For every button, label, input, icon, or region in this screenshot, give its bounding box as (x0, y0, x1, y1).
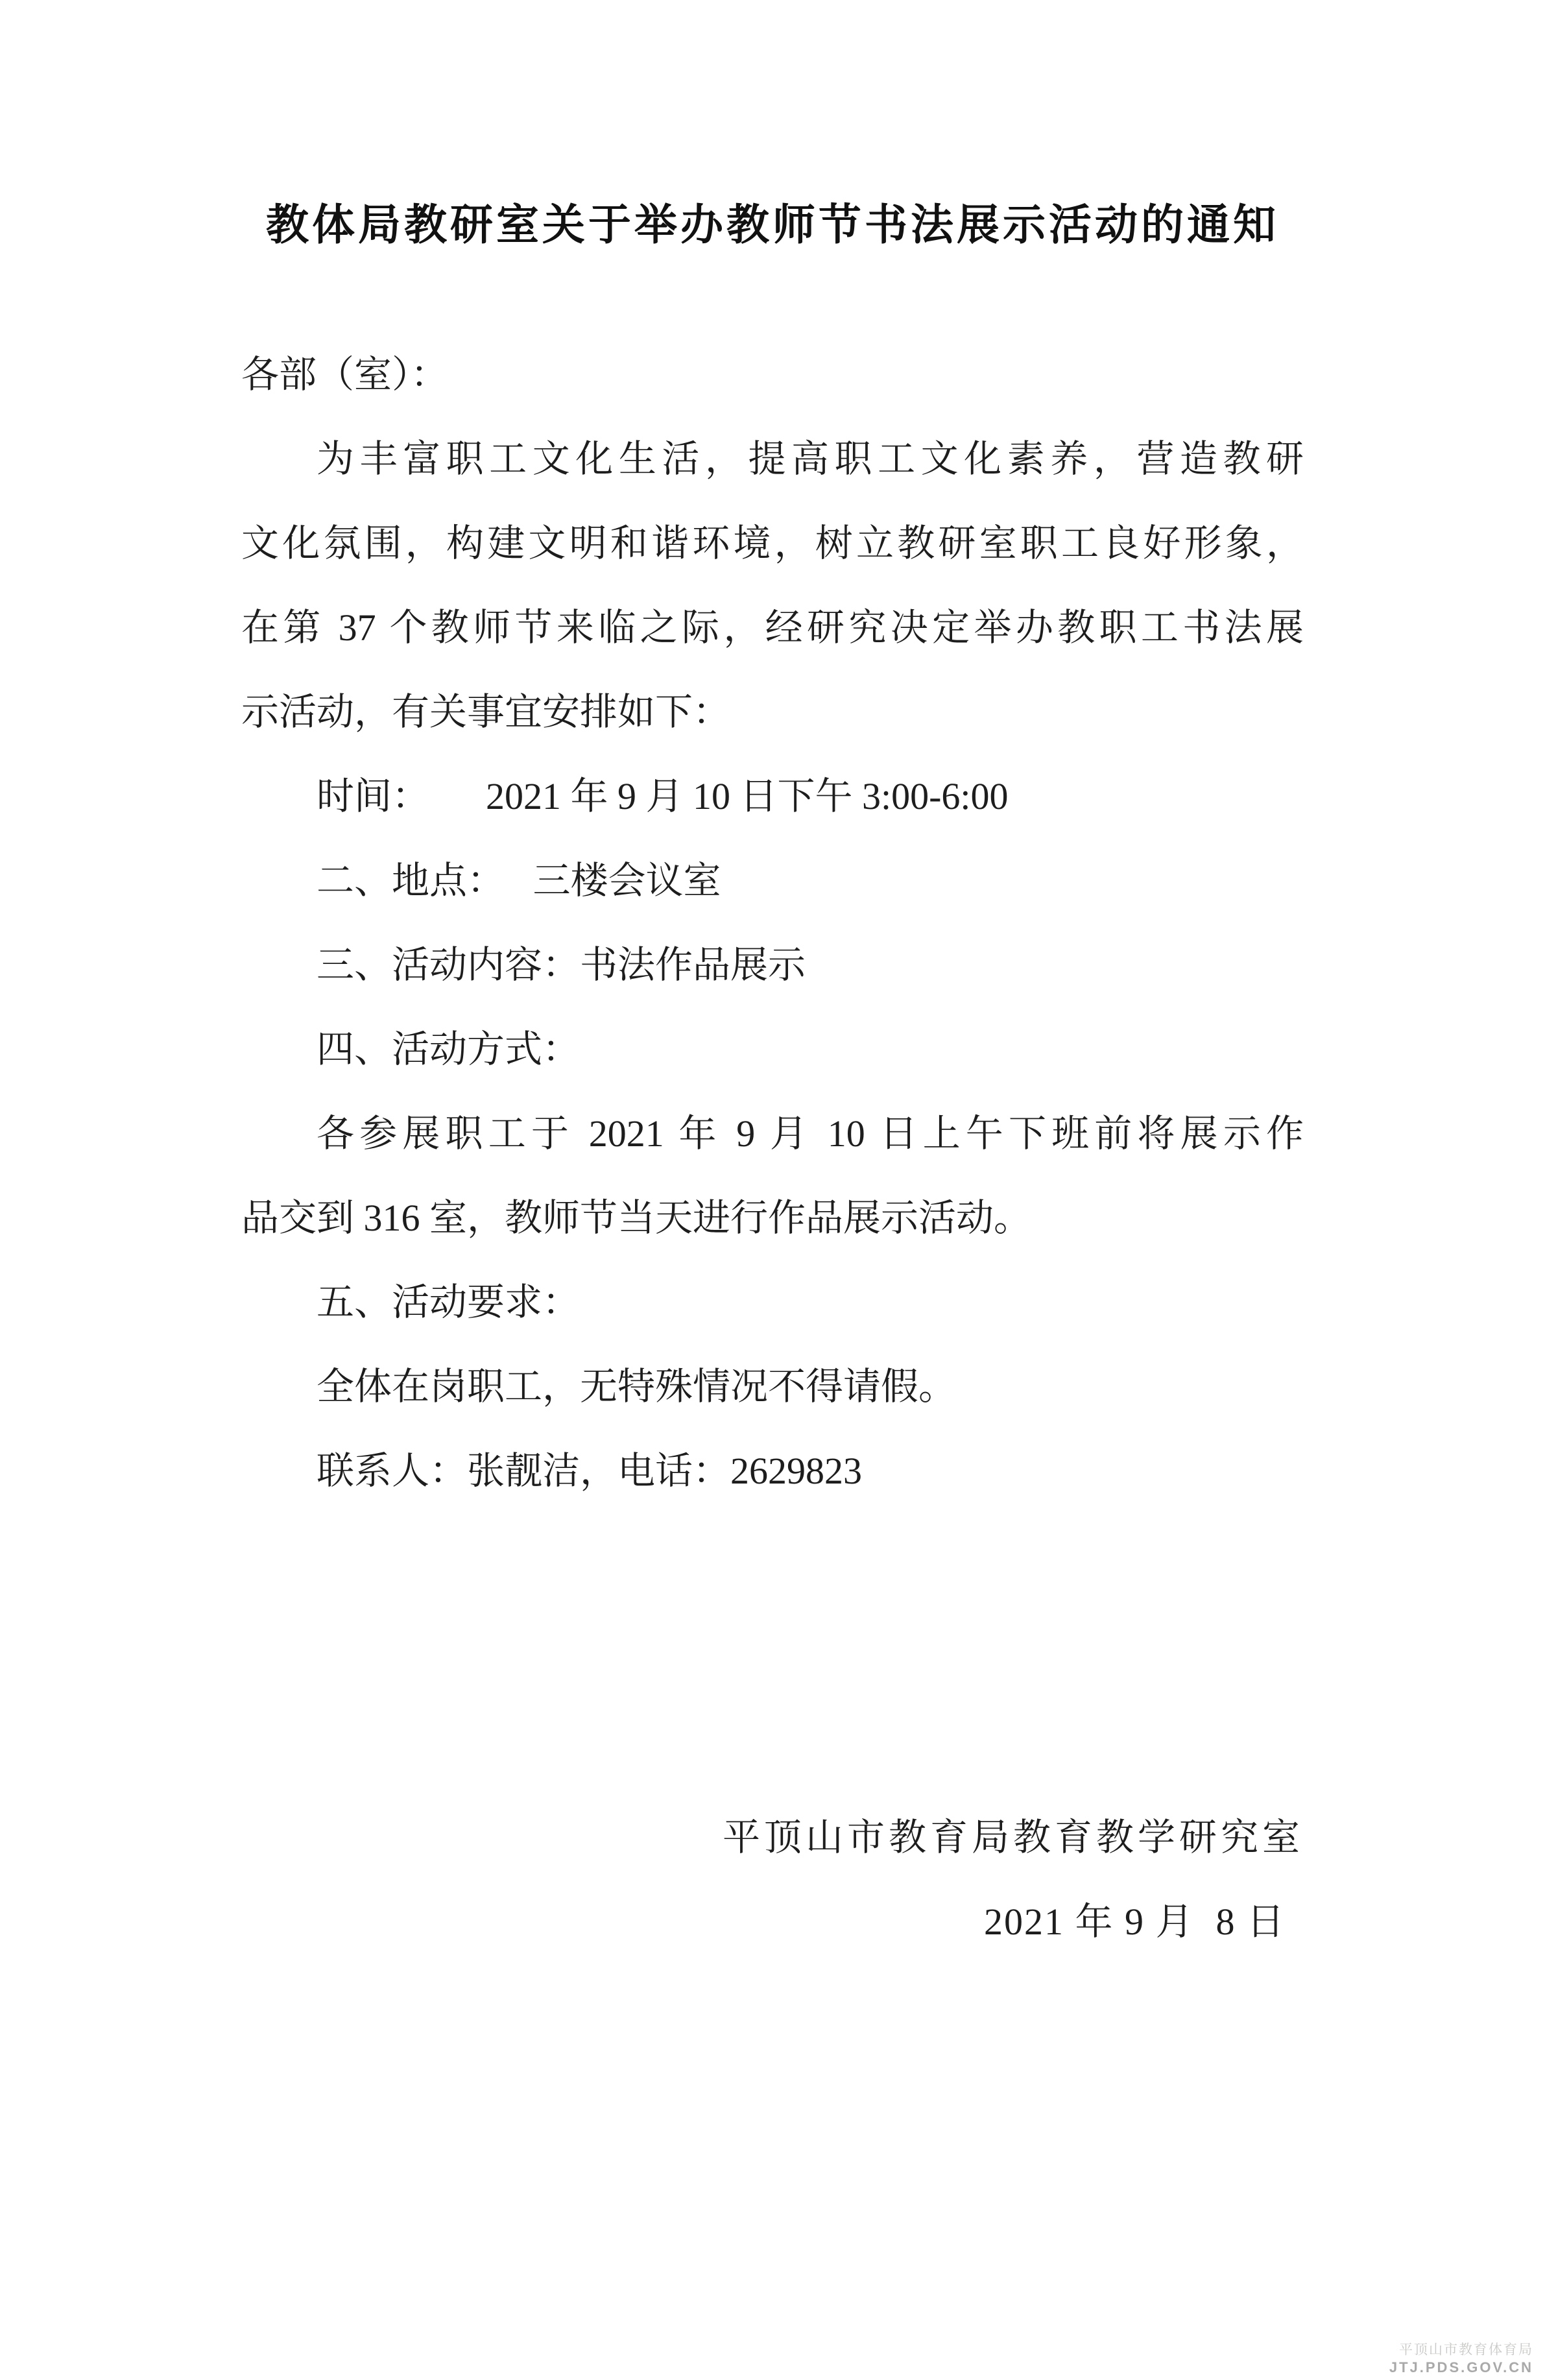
watermark-url-text: JTJ.PDS.GOV.CN (1389, 2359, 1533, 2375)
paragraph2-line2: 品交到 316 室，教师节当天进行作品展示活动。 (241, 1197, 1032, 1239)
document-title: 教体局教研室关于举办教师节书法展示活动的通知 (266, 202, 1279, 249)
signature-block (241, 1796, 1304, 1964)
paragraph1-line3: 在第 37 个教师节来临之际，经研究决定举办教职工书法展 (241, 607, 1304, 649)
item-place-line: 二、地点： 三楼会议室 (317, 859, 721, 902)
paragraph2-line1: 各参展职工于 2021 年 9 月 10 日上午下班前将展示作 (317, 1112, 1304, 1155)
signature-org-line: 平顶山市教育局教育教学研究室 (722, 1816, 1304, 1858)
paragraph1-line1: 为丰富职工文化生活，提高职工文化素养，营造教研 (317, 438, 1304, 480)
notice-document-page (0, 195, 1545, 2380)
document-body (241, 333, 1304, 1513)
watermark-org-text: 平顶山市教育体育局 (1399, 2342, 1533, 2358)
site-watermark (1389, 2341, 1533, 2376)
item-time-line: 时间： 2021 年 9 月 10 日下午 3:00-6:00 (317, 775, 1009, 817)
signature-date-line: 2021 年 9 月 8 日 (983, 1901, 1286, 1943)
requirement-text-line: 全体在岗职工，无特殊情况不得请假。 (317, 1365, 957, 1408)
greeting-line: 各部（室）： (241, 354, 449, 396)
paragraph1-line2: 文化氛围，构建文明和谐环境，树立教研室职工良好形象， (241, 522, 1304, 564)
item-requirement-line: 五、活动要求： (317, 1281, 581, 1323)
item-content-line: 三、活动内容：书法作品展示 (317, 944, 806, 986)
paragraph1-line4: 示活动，有关事宜安排如下： (241, 691, 731, 733)
item-method-line: 四、活动方式： (317, 1028, 581, 1070)
contact-line: 联系人：张靓洁，电话：2629823 (317, 1450, 863, 1492)
